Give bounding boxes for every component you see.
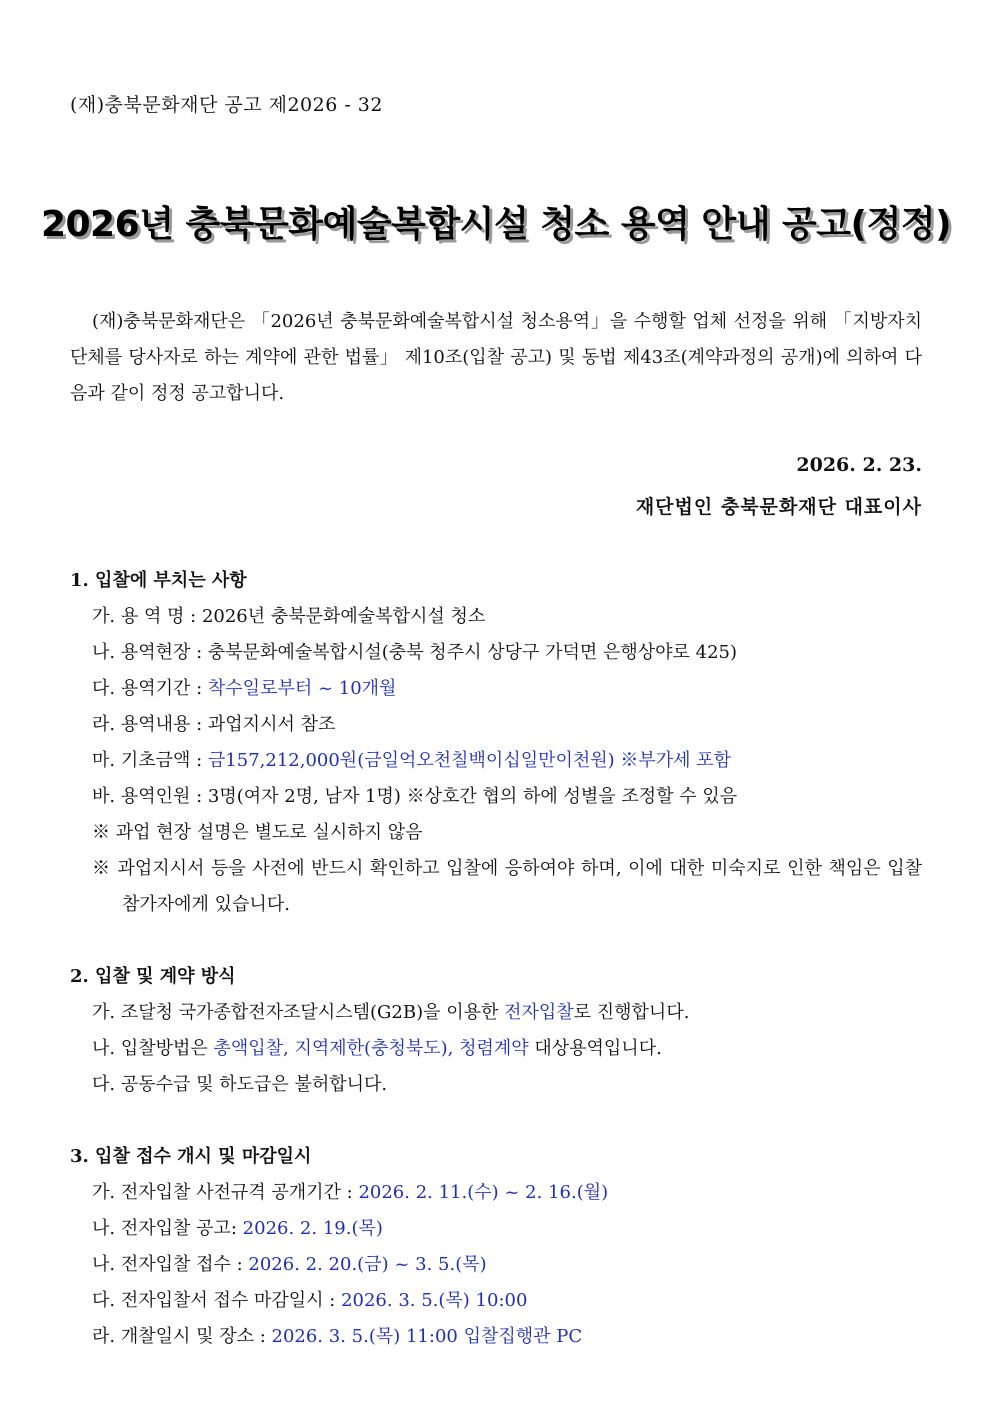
intro-paragraph: (재)충북문화재단은 「2026년 충북문화예술복합시설 청소용역」을 수행할 업체 선정을 위해 「지방자치단체를 당사자로 하는 계약에 관한 법률」 제10조(입찰 공고) 및 동법 제43조(계약과정의 공개)에 의하여 다음과 같이 정정 공고합니다. — [70, 311, 922, 404]
list-item: 가. 조달청 국가종합전자조달시스템(G2B)을 이용한 전자입찰로 진행합니다. — [92, 1002, 690, 1023]
section-title: 3. 입찰 접수 개시 및 마감일시 — [70, 1146, 312, 1167]
list-item: 라. 용역내용 : 과업지시서 참조 — [92, 714, 336, 735]
list-item: 나. 전자입찰 공고: 2026. 2. 19.(목) — [92, 1218, 383, 1239]
notice-date: 2026. 2. 23. — [796, 454, 922, 476]
section-title: 2. 입찰 및 계약 방식 — [70, 966, 236, 987]
list-item: 마. 기초금액 : 금157,212,000원(금일억오천칠백이십일만이천원) ※부가세 포함 — [92, 750, 732, 771]
section-title: 1. 입찰에 부치는 사항 — [70, 570, 247, 591]
note-item: ※ 과업 현장 설명은 별도로 실시하지 않음 — [92, 822, 423, 843]
list-item: 바. 용역인원 : 3명(여자 2명, 남자 1명) ※상호간 협의 하에 성별을 조정할 수 있음 — [92, 786, 738, 807]
list-item: 가. 전자입찰 사전규격 공개기간 : 2026. 2. 11.(수) ~ 2. 16.(월) — [92, 1182, 609, 1203]
issuer-name: 재단법인 충북문화재단 대표이사 — [635, 496, 922, 518]
section-schedule — [70, 1139, 922, 1355]
list-item: 다. 공동수급 및 하도급은 불허합니다. — [92, 1074, 388, 1095]
notice-number: (재)충북문화재단 공고 제2026 - 32 — [70, 94, 383, 116]
section-bidding-items — [70, 563, 922, 923]
list-item: 가. 용 역 명 : 2026년 충북문화예술복합시설 청소 — [92, 606, 486, 627]
page-title: 2026년 충북문화예술복합시설 청소 용역 안내 공고(정정) — [40, 204, 952, 245]
list-item: 나. 용역현장 : 충북문화예술복합시설(충북 청주시 상당구 가덕면 은행상야로 425) — [92, 642, 738, 663]
list-item: 라. 개찰일시 및 장소 : 2026. 3. 5.(목) 11:00 입찰집행관 PC — [92, 1326, 583, 1347]
section-contract-method — [70, 959, 922, 1103]
note-item: ※ 과업지시서 등을 사전에 반드시 확인하고 입찰에 응하여야 하며, 이에 대한 미숙지로 인한 책임은 입찰 참가자에게 있습니다. — [92, 858, 922, 915]
list-item: 나. 전자입찰 접수 : 2026. 2. 20.(금) ~ 3. 5.(목) — [92, 1254, 487, 1275]
list-item: 다. 용역기간 : 착수일로부터 ~ 10개월 — [92, 678, 397, 699]
list-item: 다. 전자입찰서 접수 마감일시 : 2026. 3. 5.(목) 10:00 — [92, 1290, 528, 1311]
list-item: 나. 입찰방법은 총액입찰, 지역제한(충청북도), 청렴계약 대상용역입니다. — [92, 1038, 662, 1059]
